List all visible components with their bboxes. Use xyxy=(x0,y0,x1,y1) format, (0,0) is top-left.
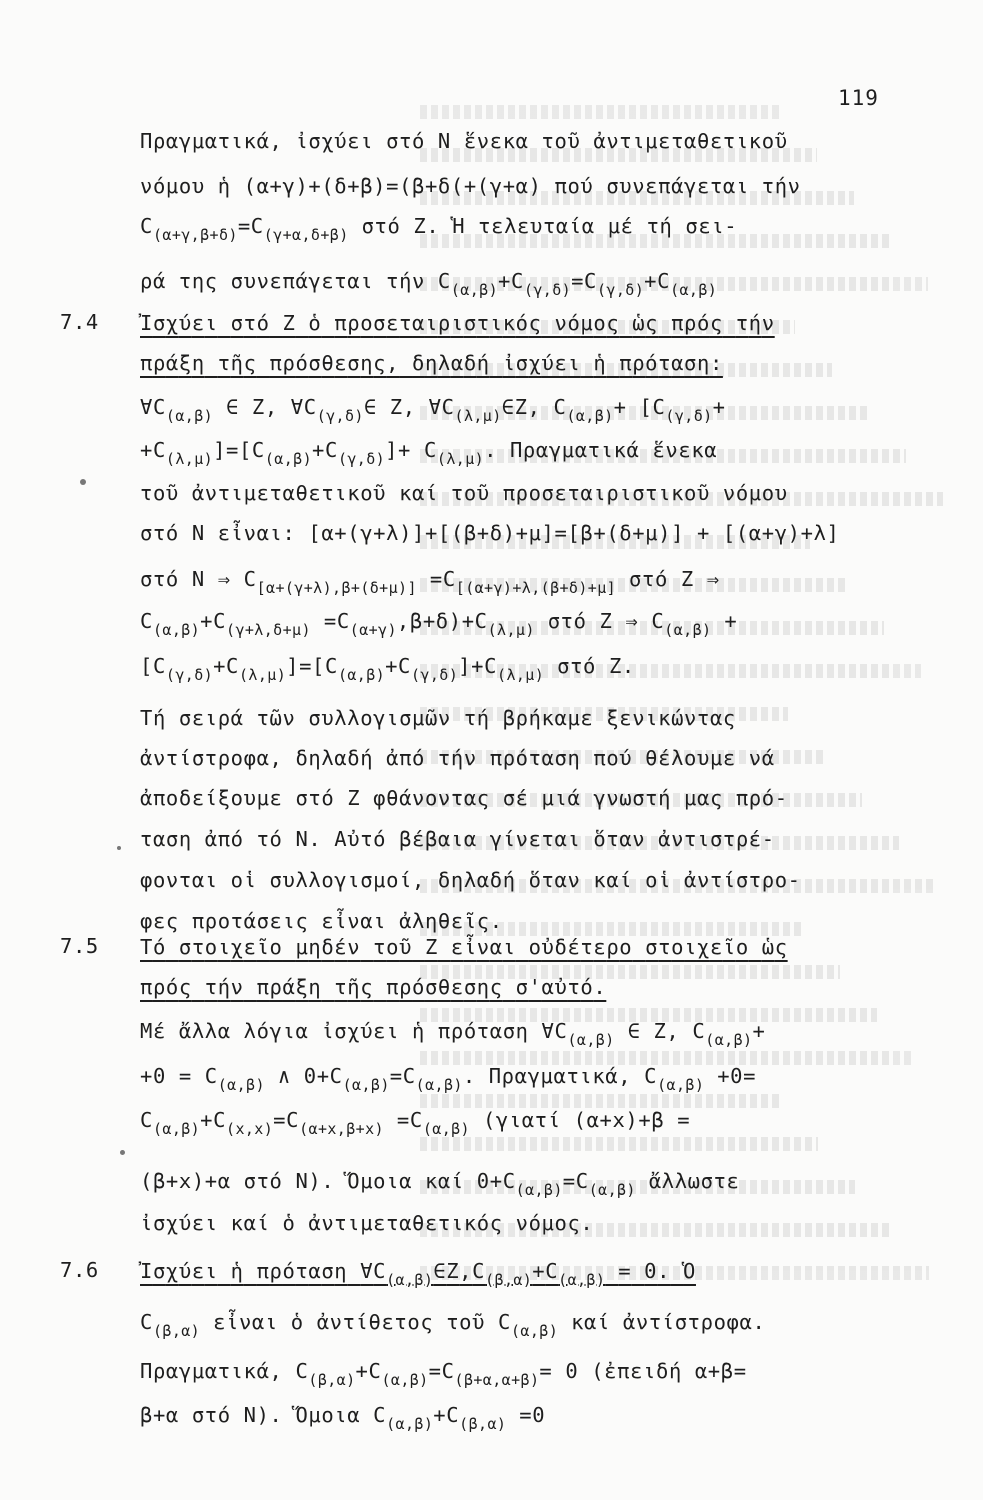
text-line: ἀντίστροφα, δηλαδή ἀπό τήν πρόταση πού θέλουμε νά xyxy=(140,746,775,770)
text-line: $+C_{(\lambda,\mu)}]=[C_{(\alpha,\beta)}+C_{(\gamma,\delta)}]+ C_{(\lambda,\mu)}$. Πραγματικά ἕνεκα xyxy=(140,438,718,468)
text-line: Ἰσχύει ἡ πρόταση $\forall C_{(\alpha,\beta)}\in Z,C_{(\beta,\alpha)}+C_{(\alpha,\beta)} = 0$. Ὁ xyxy=(140,1259,696,1289)
ink-speck xyxy=(117,846,121,850)
text-line: ρά της συνεπάγεται τήν $C_{(\alpha,\beta)}+C_{(\gamma,\delta)}=C_{(\gamma,\delta)}+C_{(\alpha,\beta)}$ xyxy=(140,269,718,299)
text-line: ταση ἀπό τό Ν. Αὐτό βέβαια γίνεται ὅταν ἀντιστρέ- xyxy=(140,827,775,851)
text-line: $+0 = C_{(\alpha,\beta)}$ ∧ $0+C_{(\alpha,\beta)}=C_{(\alpha,\beta)}$. Πραγματικά, $C_{(\alpha,\beta)} +0=$ xyxy=(140,1064,757,1094)
text-line: $\forall C_{(\alpha,\beta)}$ ∈ Z, $\forall C_{(\gamma,\delta)}\in$ Z, $\forall C_{(\lambda,\mu)}\in Z$, $C_{(\alpha,\beta)}+ [C_{(\gamma,\delta)}+$ xyxy=(140,395,726,425)
section-number-7-4: 7.4 xyxy=(60,310,99,334)
text-line: $C_{(\alpha,\beta)}+C_{(x,x)}=C_{(\alpha+x,\beta+x)} =C_{(\alpha,\beta)}$ (γιατί (α+x)+β = xyxy=(140,1108,691,1138)
text-line: $C_{(\alpha+\gamma,\beta+\delta)}=C_{(\gamma+\alpha,\delta+\beta)}$ στό Ζ. Ἡ τελευταία μέ τή σει- xyxy=(140,214,738,244)
show-through-line xyxy=(420,105,780,119)
text-line: ἰσχύει καί ὁ ἀντιμεταθετικός νόμος. xyxy=(140,1211,594,1235)
text-line: πράξη τῆς πρόσθεσης, δηλαδή ἰσχύει ἡ πρόταση: xyxy=(140,351,723,375)
text-line: ἀποδείξουμε στό Ζ φθάνοντας σέ μιά γνωστή μας πρό- xyxy=(140,786,788,810)
text-line: στό N ⇒ $C_{[\alpha+(\gamma+\lambda),\beta+(\delta+\mu)]} =C_{[(\alpha+\gamma)+\lambda,(\beta+\delta)+\mu]}$ στό Ζ ⇒ xyxy=(140,567,720,597)
text-line: Ἰσχύει στό Ζ ὁ προσεταιριστικός νόμος ὡς πρός τήν xyxy=(140,311,775,335)
text-line: φες προτάσεις εἶναι ἀληθεῖς. xyxy=(140,909,503,933)
text-line: Πραγματικά, ἰσχύει στό Ν ἕνεκα τοῦ ἀντιμεταθετικοῦ xyxy=(140,129,788,153)
text-line: $C_{(\beta,\alpha)}$ εἶναι ὁ ἀντίθετος τοῦ $C_{(\alpha,\beta)}$ καί ἀντίστροφα. xyxy=(140,1310,766,1340)
text-line: $[C_{(\gamma,\delta)}+C_{(\lambda,\mu)}]=[C_{(\alpha,\beta)}+C_{(\gamma,\delta)}]+C_{(\lambda,\mu)}$ στό Ζ. xyxy=(140,654,635,684)
text-line: τοῦ ἀντιμεταθετικοῦ καί τοῦ προσεταιριστικοῦ νόμου xyxy=(140,481,788,505)
section-number-7-6: 7.6 xyxy=(60,1258,99,1282)
text-line: Πραγματικά, $C_{(\beta,\alpha)}+C_{(\alpha,\beta)}=C_{(\beta+\alpha,\alpha+\beta)}= 0$ (ἐπειδή α+β= xyxy=(140,1359,747,1389)
ink-speck xyxy=(80,479,86,485)
text-line: β+α στό Ν). Ὅμοια $C_{(\alpha,\beta)}+C_{(\beta,\alpha)} =0$ xyxy=(140,1403,546,1433)
page-number: 119 xyxy=(838,86,879,110)
text-line: Τή σειρά τῶν συλλογισμῶν τή βρήκαμε ξενικώντας xyxy=(140,706,736,730)
text-line: Τό στοιχεῖο μηδέν τοῦ Ζ εἶναι οὐδέτερο στοιχεῖο ὡς xyxy=(140,935,788,959)
text-line: νόμου ἡ (α+γ)+(δ+β)=(β+δ(+(γ+α) πού συνεπάγεται τήν xyxy=(140,174,801,198)
section-number-7-5: 7.5 xyxy=(60,934,99,958)
text-line: στό Ν εἶναι: [α+(γ+λ)]+[(β+δ)+μ]=[β+(δ+μ)] + [(α+γ)+λ] xyxy=(140,521,840,545)
text-line: Μέ ἄλλα λόγια ἰσχύει ἡ πρόταση $\forall C_{(\alpha,\beta)}$ ∈ Z, $C_{(\alpha,\beta)}+$ xyxy=(140,1019,766,1049)
text-line: (β+x)+α στό Ν). Ὅμοια καί $0+C_{(\alpha,\beta)}=C_{(\alpha,\beta)}$ ἄλλωστε xyxy=(140,1169,740,1199)
text-line: $C_{(\alpha,\beta)}+C_{(\gamma+\lambda,\delta+\mu)} =C_{(\alpha+\gamma)},\beta+\delta)+C_{(\lambda,\mu)}$ στό Ζ ⇒ $C_{(\alpha,\beta)}$ + xyxy=(140,609,738,639)
text-line: φονται οἱ συλλογισμοί, δηλαδή ὅταν καί οἱ ἀντίστρο- xyxy=(140,868,801,892)
ink-speck xyxy=(120,1150,125,1155)
text-line: πρός τήν πράξη τῆς πρόσθεσης σ'αὐτό. xyxy=(140,975,607,999)
